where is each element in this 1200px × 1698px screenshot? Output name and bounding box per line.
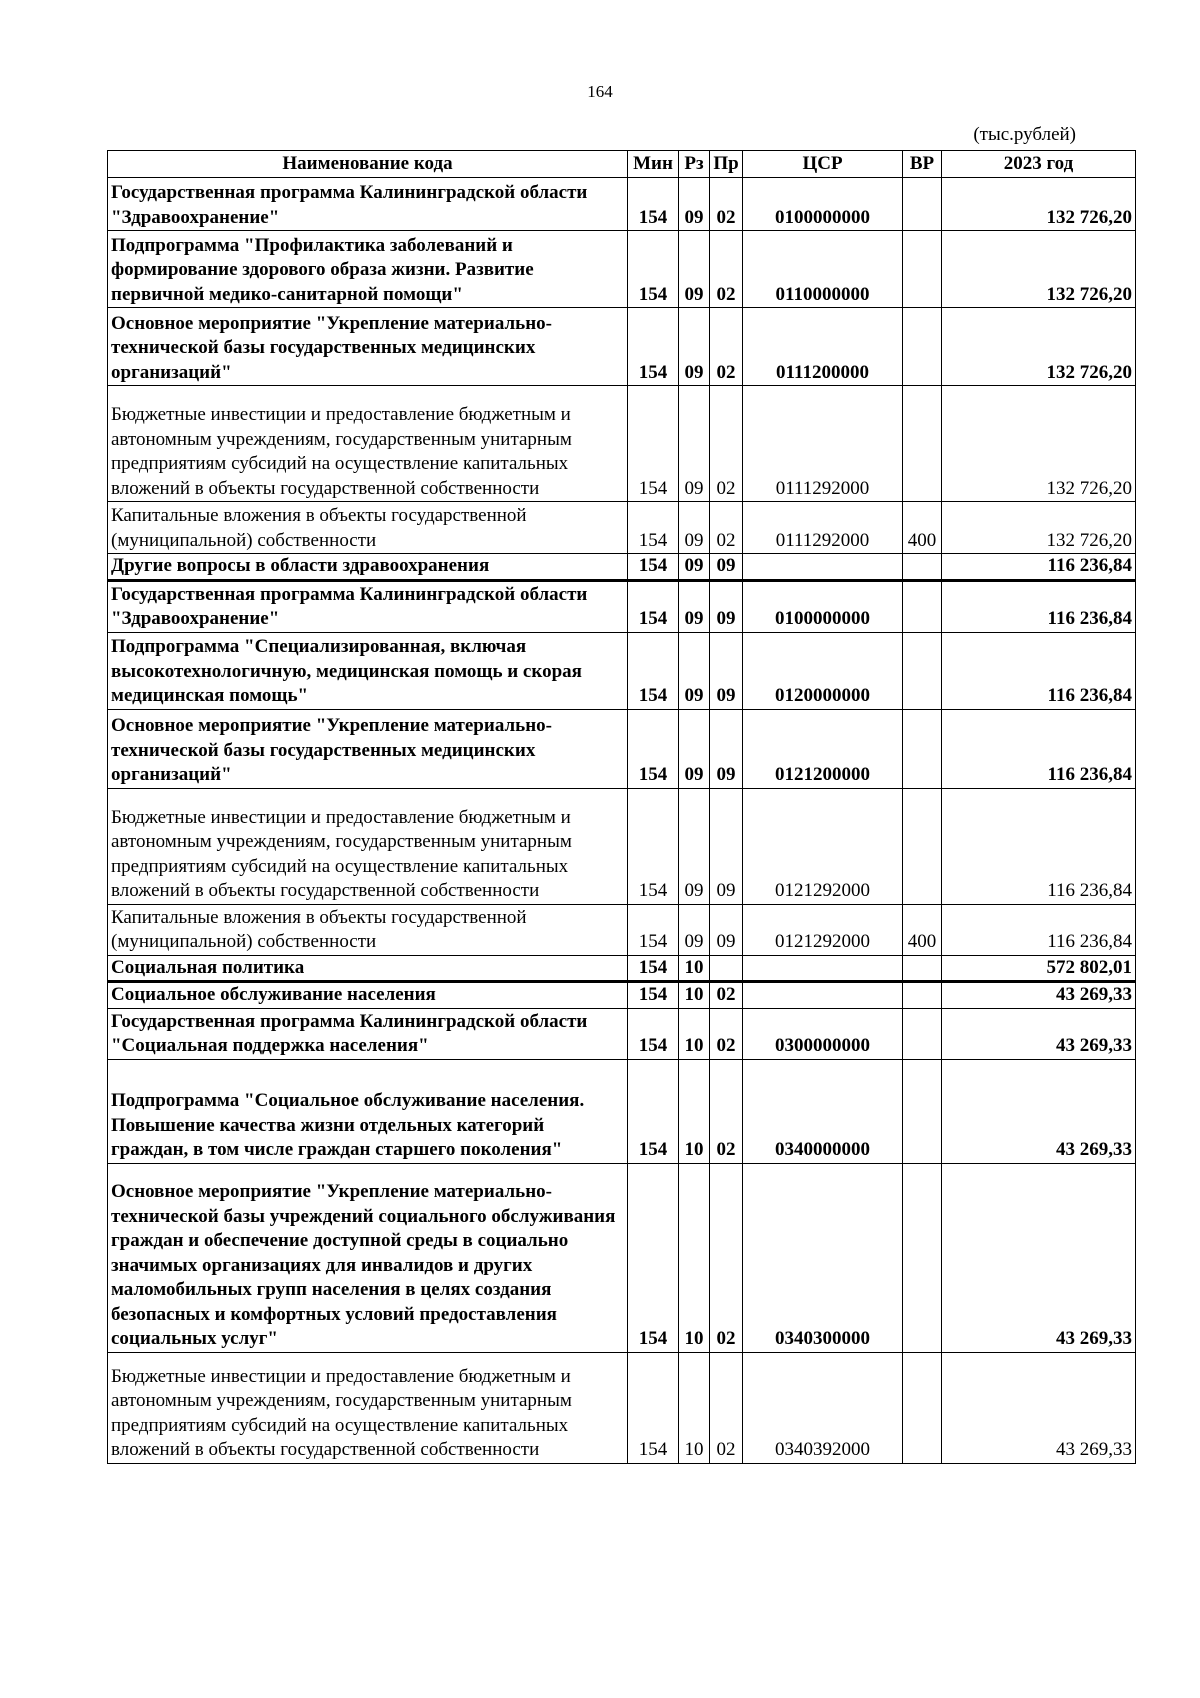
row-name: Государственная программа Калининградской области "Социальная поддержка населения" bbox=[108, 1008, 628, 1059]
row-csr: 0111292000 bbox=[743, 386, 903, 502]
row-min: 154 bbox=[628, 1059, 679, 1163]
table-row bbox=[108, 1163, 1136, 1352]
row-rz: 10 bbox=[679, 982, 710, 1009]
row-vr: 400 bbox=[903, 502, 942, 554]
row-rz: 09 bbox=[679, 178, 710, 231]
row-pr: 02 bbox=[710, 308, 743, 386]
row-csr: 0340000000 bbox=[743, 1059, 903, 1163]
row-amount: 116 236,84 bbox=[942, 580, 1136, 632]
column-header-pr: Пр bbox=[710, 151, 743, 178]
row-amount: 43 269,33 bbox=[942, 1163, 1136, 1352]
row-vr bbox=[903, 1008, 942, 1059]
table-row bbox=[108, 308, 1136, 386]
row-name: Подпрограмма "Специализированная, включая высокотехнологичную, медицинская помощь и скорая медицинская помощь" bbox=[108, 632, 628, 709]
row-pr: 02 bbox=[710, 386, 743, 502]
row-rz: 09 bbox=[679, 554, 710, 581]
row-csr bbox=[743, 955, 903, 982]
row-vr bbox=[903, 1352, 942, 1463]
row-vr bbox=[903, 1059, 942, 1163]
row-pr: 02 bbox=[710, 178, 743, 231]
row-csr bbox=[743, 982, 903, 1009]
table-row bbox=[108, 982, 1136, 1009]
table-row bbox=[108, 904, 1136, 955]
budget-table bbox=[107, 150, 1136, 1464]
row-pr: 02 bbox=[710, 1059, 743, 1163]
row-rz: 09 bbox=[679, 231, 710, 308]
row-vr bbox=[903, 955, 942, 982]
row-pr: 02 bbox=[710, 1008, 743, 1059]
row-vr bbox=[903, 308, 942, 386]
row-rz: 09 bbox=[679, 308, 710, 386]
table-row bbox=[108, 502, 1136, 554]
row-rz: 09 bbox=[679, 788, 710, 904]
row-amount: 43 269,33 bbox=[942, 1352, 1136, 1463]
row-min: 154 bbox=[628, 1008, 679, 1059]
row-pr: 09 bbox=[710, 709, 743, 788]
row-amount: 132 726,20 bbox=[942, 386, 1136, 502]
row-amount: 116 236,84 bbox=[942, 554, 1136, 581]
row-rz: 09 bbox=[679, 502, 710, 554]
row-name: Капитальные вложения в объекты государственной (муниципальной) собственности bbox=[108, 502, 628, 554]
row-pr: 02 bbox=[710, 502, 743, 554]
row-name: Бюджетные инвестиции и предоставление бюджетным и автономным учреждениям, государственным унитарным предприятиям субсидий на осуществление капитальных вложений в объекты государственной собственности bbox=[108, 788, 628, 904]
row-vr: 400 bbox=[903, 904, 942, 955]
row-rz: 09 bbox=[679, 580, 710, 632]
row-csr: 0300000000 bbox=[743, 1008, 903, 1059]
row-name: Другие вопросы в области здравоохранения bbox=[108, 554, 628, 581]
table-row bbox=[108, 1352, 1136, 1463]
page-number: 164 bbox=[587, 82, 613, 101]
table-header-row bbox=[108, 151, 1136, 178]
row-rz: 10 bbox=[679, 1352, 710, 1463]
row-amount: 132 726,20 bbox=[942, 231, 1136, 308]
row-rz: 10 bbox=[679, 955, 710, 982]
table-row bbox=[108, 231, 1136, 308]
row-rz: 10 bbox=[679, 1008, 710, 1059]
row-name: Основное мероприятие "Укрепление материально-технической базы государственных медицинских организаций" bbox=[108, 709, 628, 788]
row-rz: 10 bbox=[679, 1163, 710, 1352]
row-rz: 09 bbox=[679, 904, 710, 955]
row-csr: 0340392000 bbox=[743, 1352, 903, 1463]
row-vr bbox=[903, 1163, 942, 1352]
row-csr: 0340300000 bbox=[743, 1163, 903, 1352]
row-name: Подпрограмма "Профилактика заболеваний и формирование здорового образа жизни. Развитие первичной медико-санитарной помощи" bbox=[108, 231, 628, 308]
row-amount: 572 802,01 bbox=[942, 955, 1136, 982]
row-csr: 0100000000 bbox=[743, 580, 903, 632]
row-csr: 0120000000 bbox=[743, 632, 903, 709]
row-min: 154 bbox=[628, 554, 679, 581]
table-row bbox=[108, 632, 1136, 709]
row-vr bbox=[903, 788, 942, 904]
row-min: 154 bbox=[628, 308, 679, 386]
row-min: 154 bbox=[628, 386, 679, 502]
row-min: 154 bbox=[628, 904, 679, 955]
row-pr: 09 bbox=[710, 788, 743, 904]
row-vr bbox=[903, 386, 942, 502]
row-vr bbox=[903, 580, 942, 632]
row-min: 154 bbox=[628, 1352, 679, 1463]
row-rz: 10 bbox=[679, 1059, 710, 1163]
row-amount: 116 236,84 bbox=[942, 709, 1136, 788]
row-amount: 43 269,33 bbox=[942, 1059, 1136, 1163]
row-csr: 0111200000 bbox=[743, 308, 903, 386]
row-amount: 43 269,33 bbox=[942, 1008, 1136, 1059]
table-row bbox=[108, 955, 1136, 982]
row-name: Социальная политика bbox=[108, 955, 628, 982]
row-min: 154 bbox=[628, 178, 679, 231]
column-header-vr: ВР bbox=[903, 151, 942, 178]
table-body bbox=[108, 178, 1136, 1464]
column-header-year: 2023 год bbox=[942, 151, 1136, 178]
table-row bbox=[108, 580, 1136, 632]
table-row bbox=[108, 1008, 1136, 1059]
row-pr: 02 bbox=[710, 1163, 743, 1352]
row-amount: 132 726,20 bbox=[942, 502, 1136, 554]
table-row bbox=[108, 386, 1136, 502]
table-row bbox=[108, 1059, 1136, 1163]
row-pr: 09 bbox=[710, 632, 743, 709]
row-name: Социальное обслуживание населения bbox=[108, 982, 628, 1009]
row-pr: 02 bbox=[710, 982, 743, 1009]
column-header-rz: Рз bbox=[679, 151, 710, 178]
row-name: Бюджетные инвестиции и предоставление бюджетным и автономным учреждениям, государственным унитарным предприятиям субсидий на осуществление капитальных вложений в объекты государственной собственности bbox=[108, 386, 628, 502]
row-rz: 09 bbox=[679, 709, 710, 788]
row-vr bbox=[903, 231, 942, 308]
row-pr: 02 bbox=[710, 231, 743, 308]
row-csr: 0111292000 bbox=[743, 502, 903, 554]
row-amount: 43 269,33 bbox=[942, 982, 1136, 1009]
row-min: 154 bbox=[628, 982, 679, 1009]
row-csr bbox=[743, 554, 903, 581]
row-amount: 132 726,20 bbox=[942, 308, 1136, 386]
units-label: (тыс.рублей) bbox=[973, 124, 1076, 145]
row-min: 154 bbox=[628, 788, 679, 904]
row-csr: 0121292000 bbox=[743, 788, 903, 904]
row-vr bbox=[903, 982, 942, 1009]
row-amount: 116 236,84 bbox=[942, 788, 1136, 904]
row-vr bbox=[903, 632, 942, 709]
table-row bbox=[108, 709, 1136, 788]
row-name: Бюджетные инвестиции и предоставление бюджетным и автономным учреждениям, государственным унитарным предприятиям субсидий на осуществление капитальных вложений в объекты государственной собственности bbox=[108, 1352, 628, 1463]
table-row bbox=[108, 788, 1136, 904]
column-header-csr: ЦСР bbox=[743, 151, 903, 178]
row-vr bbox=[903, 709, 942, 788]
row-amount: 132 726,20 bbox=[942, 178, 1136, 231]
row-csr: 0100000000 bbox=[743, 178, 903, 231]
row-pr: 09 bbox=[710, 554, 743, 581]
row-min: 154 bbox=[628, 231, 679, 308]
row-min: 154 bbox=[628, 502, 679, 554]
row-name: Основное мероприятие "Укрепление материально-технической базы государственных медицинских организаций" bbox=[108, 308, 628, 386]
row-name: Подпрограмма "Социальное обслуживание населения. Повышение качества жизни отдельных категорий граждан, в том числе граждан старшего поколения" bbox=[108, 1059, 628, 1163]
row-rz: 09 bbox=[679, 632, 710, 709]
table-row bbox=[108, 178, 1136, 231]
row-name: Государственная программа Калининградской области "Здравоохранение" bbox=[108, 580, 628, 632]
table-row bbox=[108, 554, 1136, 581]
row-vr bbox=[903, 178, 942, 231]
row-min: 154 bbox=[628, 1163, 679, 1352]
row-rz: 09 bbox=[679, 386, 710, 502]
row-name: Капитальные вложения в объекты государственной (муниципальной) собственности bbox=[108, 904, 628, 955]
row-pr: 09 bbox=[710, 580, 743, 632]
column-header-min: Мин bbox=[628, 151, 679, 178]
row-amount: 116 236,84 bbox=[942, 904, 1136, 955]
row-pr bbox=[710, 955, 743, 982]
row-amount: 116 236,84 bbox=[942, 632, 1136, 709]
row-min: 154 bbox=[628, 580, 679, 632]
row-name: Государственная программа Калининградской области "Здравоохранение" bbox=[108, 178, 628, 231]
row-vr bbox=[903, 554, 942, 581]
row-pr: 09 bbox=[710, 904, 743, 955]
row-min: 154 bbox=[628, 632, 679, 709]
row-pr: 02 bbox=[710, 1352, 743, 1463]
row-csr: 0110000000 bbox=[743, 231, 903, 308]
row-csr: 0121292000 bbox=[743, 904, 903, 955]
column-header-name: Наименование кода bbox=[108, 151, 628, 178]
row-min: 154 bbox=[628, 709, 679, 788]
row-min: 154 bbox=[628, 955, 679, 982]
row-csr: 0121200000 bbox=[743, 709, 903, 788]
row-name: Основное мероприятие "Укрепление материально-технической базы учреждений социального обслуживания граждан и обеспечение доступной среды в социально значимых организациях для инвалидов и других маломобильных групп населения в целях создания безопасных и комфортных условий предоставления социальных услуг" bbox=[108, 1163, 628, 1352]
